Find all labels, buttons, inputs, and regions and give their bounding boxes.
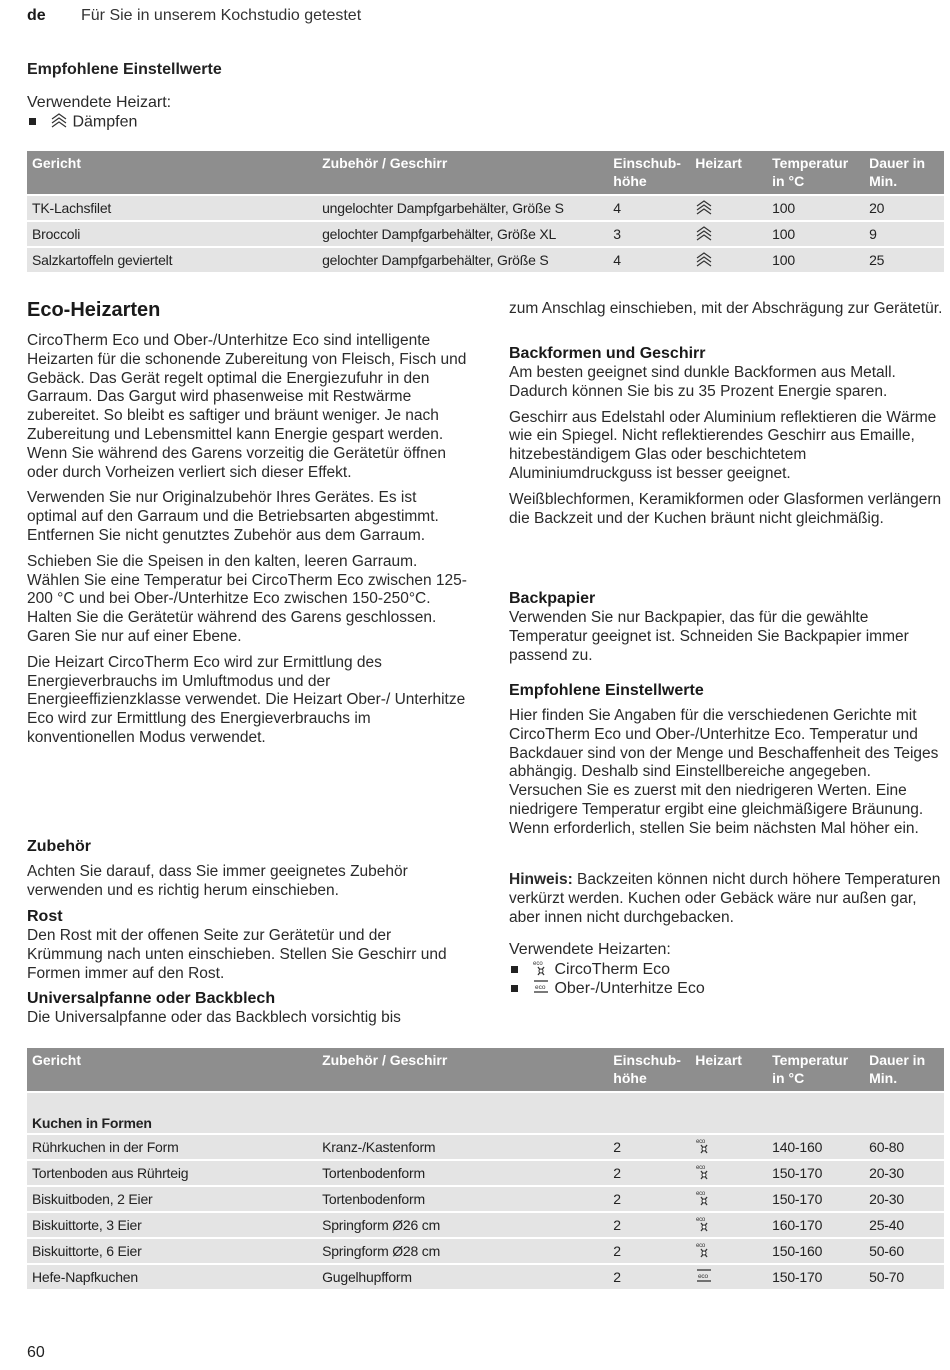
temperature-cell: 150-170 — [767, 1186, 864, 1212]
svg-text:eco: eco — [533, 961, 543, 967]
column-header: Dauer in Min. — [864, 151, 944, 195]
column-header: Gericht — [27, 1048, 317, 1092]
dish-cell: Biskuittorte, 3 Eier — [27, 1212, 317, 1238]
recommended-settings-heading: Empfohlene Einstellwerte — [509, 682, 704, 699]
paragraph: Die Heizart CircoTherm Eco wird zur Ermittlung des Energieverbrauchs im Umluftmodus und der Energieeffizienzklasse verwendet. Die Heizart Ober-/ Unterhitze Eco wird zur Ermittlung des Energieverbrauchs im konventionellen Modus verwendet. — [27, 653, 466, 746]
universal-pan-heading: Universalpfanne oder Backblech — [27, 990, 276, 1007]
table-header-row — [27, 151, 944, 195]
circotherm-eco-icon — [695, 1215, 713, 1235]
circotherm-eco-icon — [695, 1241, 713, 1261]
level-cell: 2 — [608, 1186, 690, 1212]
dish-cell: TK-Lachsfilet — [27, 195, 317, 221]
note-body: Backzeiten können nicht durch höhere Temperaturen verkürzt werden. Kuchen oder Gebäck wäre nur außen gar, aber innen nicht durchgebacken. — [509, 871, 941, 926]
rack-text: Den Rost mit der offenen Seite zur Gerätetür und der Krümmung nach unten einschieben. Stellen Sie Geschirr und Formen immer auf den Rost. — [27, 927, 447, 982]
paragraph: Am besten geeignet sind dunkle Backformen aus Metall. Dadurch können Sie bis zu 35 Prozent Energie sparen. — [509, 364, 896, 400]
table-row — [27, 1238, 944, 1264]
table-row — [27, 1134, 944, 1160]
language-code: de — [27, 7, 46, 24]
page-number: 60 — [27, 1344, 45, 1361]
eco-heating-title: Eco-Heizarten — [27, 299, 161, 321]
circotherm-eco-icon — [695, 1189, 713, 1209]
top-bottom-eco-icon — [532, 978, 550, 1000]
level-cell: 2 — [608, 1212, 690, 1238]
universal-pan-text: Die Universalpfanne oder das Backblech vorsichtig bis — [27, 1009, 401, 1026]
dish-cell: Broccoli — [27, 221, 317, 247]
temperature-cell: 150-170 — [767, 1160, 864, 1186]
accessory-cell: gelochter Dampfgarbehälter, Größe S — [317, 247, 608, 272]
bullet-icon — [29, 118, 36, 125]
heat-type-cell — [690, 195, 767, 221]
recommended-settings-text: Hier finden Sie Angaben für die verschiedenen Gerichte mit CircoTherm Eco und Ober-/Unterhitze Eco. Temperatur und Backdauer sind von der Menge und Beschaffenheit des Teiges abhängig. Deshalb sind Einstellbereiche angegeben. Versuchen Sie es zuerst mit den niedrigeren Werten. Eine niedrigere Temperatur ergibt eine gleichmäßigere Bräunung. Wenn erforderlich, stellen Sie beim nächsten Mal höher ein. — [509, 707, 939, 837]
level-cell: 2 — [608, 1134, 690, 1160]
duration-cell: 20 — [864, 195, 944, 221]
baking-paper-heading: Backpapier — [509, 590, 596, 607]
heat-type-cell — [690, 1186, 767, 1212]
heat-type-cell — [690, 1264, 767, 1289]
accessory-cell: Springform Ø26 cm — [317, 1212, 608, 1238]
left-column-text — [27, 332, 467, 755]
section-heading-recommended: Empfohlene Einstellwerte — [27, 61, 222, 78]
duration-cell: 50-70 — [864, 1264, 944, 1289]
heat-type-bullet-steam — [27, 112, 137, 133]
level-cell: 3 — [608, 221, 690, 247]
temperature-cell: 140-160 — [767, 1134, 864, 1160]
paragraph: Geschirr aus Edelstahl oder Aluminium reflektieren die Wärme wie ein Spiegel. Nicht reflektierendes Geschirr aus Emaille, hitzebeständigem Glas oder beschichtetem Aluminiumdruckguss ist besser geeignet. — [509, 408, 937, 482]
table-row — [27, 1264, 944, 1289]
heat-type-label: Dämpfen — [72, 113, 138, 131]
heat-type-label: CircoTherm Eco — [554, 961, 671, 979]
duration-cell: 60-80 — [864, 1134, 944, 1160]
used-heat-types-label: Verwendete Heizarten: — [509, 941, 671, 958]
rack-heading: Rost — [27, 908, 63, 925]
settings-table-cakes — [27, 1048, 944, 1289]
table-header-row — [27, 1048, 944, 1092]
accessory-cell: Gugelhupfform — [317, 1264, 608, 1289]
level-cell: 4 — [608, 247, 690, 272]
accessories-heading: Zubehör — [27, 838, 91, 855]
category-label: Kuchen in Formen — [27, 1092, 944, 1134]
level-cell: 2 — [608, 1238, 690, 1264]
column-header: Zubehör / Geschirr — [317, 1048, 608, 1092]
heat-type-cell — [690, 221, 767, 247]
svg-text:eco: eco — [696, 1191, 706, 1197]
steam-icon — [695, 225, 713, 244]
svg-text:eco: eco — [696, 1217, 706, 1223]
svg-text:eco: eco — [696, 1243, 706, 1249]
heat-type-cell — [690, 247, 767, 272]
column-header: Gericht — [27, 151, 317, 195]
temperature-cell: 150-160 — [767, 1238, 864, 1264]
table-row — [27, 247, 944, 272]
paragraph: CircoTherm Eco und Ober-/Unterhitze Eco sind intelligente Heizarten für die schonende Zubereitung von Fleisch, Fisch und Gebäck. Das Gerät regelt optimal die Energiezufuhr in den Garraum. Das Gargut wird phasenweise mit Restwärme zubereitet. So bleibt es saftiger und bräunt weniger. Je nach Zubereitung und Lebensmittel kann Energie gespart werden. Wenn Sie während des Garens vorzeitig die Gerätetür öffnen oder durch Vorheizen verliert sich dieser Effekt. — [27, 332, 467, 481]
svg-text:eco: eco — [696, 1139, 706, 1145]
column-header: Einschub- höhe — [608, 151, 690, 195]
column-header: Temperatur in °C — [767, 1048, 864, 1092]
svg-text:eco: eco — [698, 1273, 709, 1280]
baking-tins-heading: Backformen und Geschirr — [509, 345, 706, 362]
level-cell: 2 — [608, 1264, 690, 1289]
circotherm-eco-icon — [695, 1163, 713, 1183]
column-header: Heizart — [690, 151, 767, 195]
note-label: Hinweis: — [509, 871, 573, 888]
svg-text:eco: eco — [535, 984, 546, 991]
heat-type-cell — [690, 1134, 767, 1160]
top-bottom-eco-icon — [695, 1267, 713, 1287]
level-cell: 4 — [608, 195, 690, 221]
accessory-cell: Kranz-/Kastenform — [317, 1134, 608, 1160]
bullet-icon — [511, 966, 518, 973]
temperature-cell: 100 — [767, 221, 864, 247]
accessories-text: Achten Sie darauf, dass Sie immer geeignetes Zubehör verwenden und es richtig herum einschieben. — [27, 863, 408, 899]
svg-text:eco: eco — [696, 1165, 706, 1171]
temperature-cell: 150-170 — [767, 1264, 864, 1289]
table-row — [27, 1212, 944, 1238]
page-header-title: Für Sie in unserem Kochstudio getestet — [81, 7, 362, 24]
note-text — [509, 871, 947, 927]
temperature-cell: 100 — [767, 195, 864, 221]
temperature-cell: 160-170 — [767, 1212, 864, 1238]
dish-cell: Salzkartoffeln geviertelt — [27, 247, 317, 272]
accessory-cell: Springform Ø28 cm — [317, 1238, 608, 1264]
baking-paper-text: Verwenden Sie nur Backpapier, das für die gewählte Temperatur geeignet ist. Schneiden Sie Backpapier immer passend zu. — [509, 609, 909, 664]
duration-cell: 20-30 — [864, 1160, 944, 1186]
dish-cell: Biskuittorte, 6 Eier — [27, 1238, 317, 1264]
heat-type-cell — [690, 1212, 767, 1238]
accessory-cell: gelochter Dampfgarbehälter, Größe XL — [317, 221, 608, 247]
paragraph: Verwenden Sie nur Originalzubehör Ihres Gerätes. Es ist optimal auf den Garraum und die Betriebsarten abgestimmt. Entfernen Sie nicht genutztes Zubehör aus dem Garraum. — [27, 489, 439, 544]
dish-cell: Tortenboden aus Rührteig — [27, 1160, 317, 1186]
heat-type-label: Ober-/Unterhitze Eco — [554, 980, 705, 998]
category-row — [27, 1092, 944, 1134]
temperature-cell: 100 — [767, 247, 864, 272]
duration-cell: 50-60 — [864, 1238, 944, 1264]
heat-type-bullet-top-bottom — [509, 978, 705, 1000]
duration-cell: 20-30 — [864, 1186, 944, 1212]
baking-tins-text — [509, 364, 944, 535]
column-header: Dauer in Min. — [864, 1048, 944, 1092]
column-header: Temperatur in °C — [767, 151, 864, 195]
steam-icon — [50, 112, 68, 133]
column-header: Einschub- höhe — [608, 1048, 690, 1092]
dish-cell: Biskuitboden, 2 Eier — [27, 1186, 317, 1212]
accessory-cell: Tortenbodenform — [317, 1186, 608, 1212]
accessory-cell: Tortenbodenform — [317, 1160, 608, 1186]
steam-icon — [695, 251, 713, 270]
paragraph: Schieben Sie die Speisen in den kalten, leeren Garraum. Wählen Sie eine Temperatur bei CircoTherm Eco zwischen 125-200 °C und bei Ober-/Unterhitze Eco zwischen 150-250°C. Halten Sie die Gerätetür während des Garens geschlossen. Garen Sie nur auf einer Ebene. — [27, 552, 467, 645]
circotherm-eco-icon — [695, 1137, 713, 1157]
universal-pan-continued: zum Anschlag einschieben, mit der Abschrägung zur Gerätetür. — [509, 300, 943, 317]
column-header: Heizart — [690, 1048, 767, 1092]
duration-cell: 9 — [864, 221, 944, 247]
column-header: Zubehör / Geschirr — [317, 151, 608, 195]
used-heat-type-label: Verwendete Heizart: — [27, 94, 172, 111]
heat-type-cell — [690, 1238, 767, 1264]
paragraph: Weißblechformen, Keramikformen oder Glasformen verlängern die Backzeit und der Kuchen bräunt nicht gleichmäßig. — [509, 490, 942, 527]
dish-cell: Hefe-Napfkuchen — [27, 1264, 317, 1289]
dish-cell: Rührkuchen in der Form — [27, 1134, 317, 1160]
table-row — [27, 221, 944, 247]
settings-table-steam — [27, 151, 944, 272]
accessory-cell: ungelochter Dampfgarbehälter, Größe S — [317, 195, 608, 221]
table-row — [27, 1186, 944, 1212]
level-cell: 2 — [608, 1160, 690, 1186]
heat-type-cell — [690, 1160, 767, 1186]
table-row — [27, 1160, 944, 1186]
table-row — [27, 195, 944, 221]
duration-cell: 25 — [864, 247, 944, 272]
bullet-icon — [511, 985, 518, 992]
steam-icon — [695, 199, 713, 218]
duration-cell: 25-40 — [864, 1212, 944, 1238]
